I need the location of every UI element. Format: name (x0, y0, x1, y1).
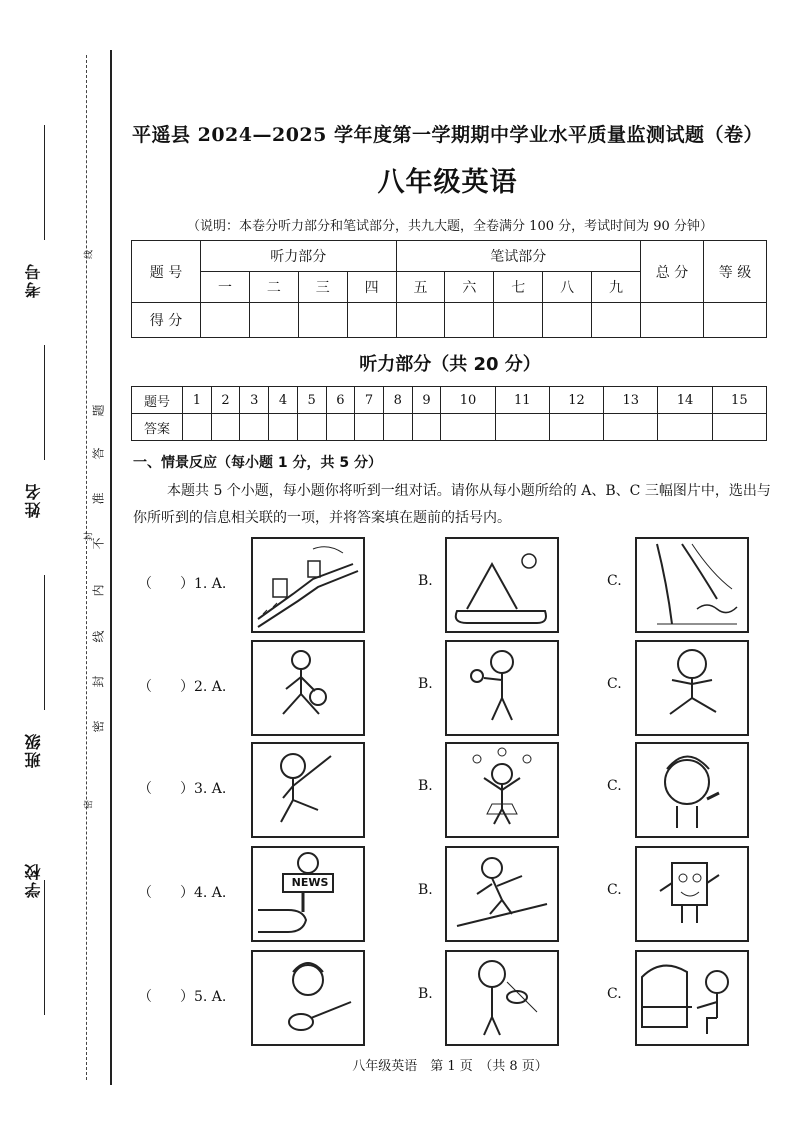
seal-mark-secret: 密 (84, 800, 95, 810)
score-cell[interactable] (298, 303, 347, 338)
score-cell[interactable] (641, 303, 704, 338)
option-c-label: C. (607, 573, 622, 589)
answer-cell[interactable] (297, 414, 326, 441)
question-number-cell: 11 (495, 387, 549, 414)
score-cell[interactable] (592, 303, 641, 338)
page-footer: 八年级英语 第 1 页 （共 8 页） (352, 1059, 548, 1074)
no-answer-char: 不 (91, 537, 106, 550)
seal-dashed-line (86, 55, 87, 1080)
part-header: 一 (201, 272, 250, 303)
no-answer-char: 答 (91, 447, 106, 460)
option-b-label: B. (418, 676, 433, 692)
option-c-label: C. (607, 986, 622, 1002)
question-5-label[interactable]: （ ）5. A. (138, 989, 227, 1005)
no-answer-char: 内 (91, 584, 106, 597)
seal-mark-line: 线 (84, 250, 95, 260)
answer-cell[interactable] (604, 414, 658, 441)
answer-cell[interactable] (658, 414, 712, 441)
running-boy-icon (635, 640, 749, 736)
answer-cell[interactable] (211, 414, 240, 441)
option-c-label: C. (607, 676, 622, 692)
question-3-label[interactable]: （ ）3. A. (138, 781, 227, 797)
name-line (44, 345, 45, 460)
question-number-cell: 5 (297, 387, 326, 414)
class-label: 班级 (24, 732, 43, 768)
score-cell[interactable] (445, 303, 494, 338)
score-cell[interactable] (543, 303, 592, 338)
part-header: 七 (494, 272, 543, 303)
option-b-label: B. (418, 986, 433, 1002)
news-label: NEWS (291, 876, 329, 889)
answer-cell[interactable] (495, 414, 549, 441)
section-1-instruction: 本题共 5 个小题，每小题你将听到一组对话。请你从每小题所给的 A、B、C 三幅图片中，选出与你所听到的信息相关联的一项，并将答案填在题前的括号内。 (133, 483, 771, 526)
answer-cell[interactable] (712, 414, 766, 441)
no-answer-char: 题 (91, 404, 106, 417)
listening-header: 听力部分 (201, 241, 397, 272)
juggling-clown-icon (445, 742, 559, 838)
score-cell[interactable] (494, 303, 543, 338)
guitar-girl-icon (251, 950, 365, 1046)
exam-subtitle: 八年级英语 (377, 167, 518, 198)
part-header: 五 (396, 272, 445, 303)
sponge-cartoon-icon (635, 846, 749, 942)
question-number-cell: 2 (211, 387, 240, 414)
part-header: 三 (298, 272, 347, 303)
question-2-label[interactable]: （ ）2. A. (138, 679, 227, 695)
listening-section-title: 听力部分（共 20 分） (359, 354, 541, 375)
seal-mark-seal: 封 (84, 532, 95, 542)
question-1-label[interactable]: （ ）1. A. (138, 576, 227, 592)
score-cell[interactable] (201, 303, 250, 338)
answer-row-label: 答案 (132, 414, 183, 441)
no-answer-char: 线 (91, 630, 106, 643)
score-table (131, 240, 767, 338)
waterfall-icon (635, 537, 749, 633)
answer-cell[interactable] (383, 414, 412, 441)
news-microphone-icon (251, 846, 365, 942)
answer-cell[interactable] (412, 414, 441, 441)
question-number-cell: 12 (549, 387, 603, 414)
question-number-cell: 4 (269, 387, 298, 414)
answer-cell[interactable] (441, 414, 495, 441)
violinist-icon (445, 950, 559, 1046)
no-answer-char: 封 (91, 675, 106, 688)
answer-cell[interactable] (355, 414, 384, 441)
class-line (44, 575, 45, 710)
section-1-heading: 一、情景反应（每小题 1 分，共 5 分） (133, 455, 382, 471)
answer-cell[interactable] (240, 414, 269, 441)
answer-cell[interactable] (549, 414, 603, 441)
total-header: 总 分 (641, 241, 704, 303)
school-line (44, 880, 45, 1015)
dancing-boy-icon (251, 742, 365, 838)
question-number-cell: 14 (658, 387, 712, 414)
score-cell[interactable] (347, 303, 396, 338)
skier-icon (445, 846, 559, 942)
part-header: 六 (445, 272, 494, 303)
question-number-cell: 13 (604, 387, 658, 414)
score-cell[interactable] (704, 303, 767, 338)
piano-girl-icon (635, 950, 749, 1046)
question-number-cell: 15 (712, 387, 766, 414)
question-4-label[interactable]: （ ）4. A. (138, 885, 227, 901)
no-answer-char: 准 (91, 492, 106, 505)
question-number-cell: 8 (383, 387, 412, 414)
part-header: 九 (592, 272, 641, 303)
listening-answer-table (131, 386, 767, 441)
score-row-label: 得 分 (132, 303, 201, 338)
part-header: 二 (249, 272, 298, 303)
writing-header: 笔试部分 (396, 241, 641, 272)
exam-no-line (44, 125, 45, 240)
option-b-label: B. (418, 882, 433, 898)
question-number-cell: 7 (355, 387, 384, 414)
option-b-label: B. (418, 573, 433, 589)
basketball-boy-icon (251, 640, 365, 736)
question-number-cell: 6 (326, 387, 355, 414)
name-label: 姓名 (24, 482, 43, 518)
answer-cell[interactable] (326, 414, 355, 441)
option-c-label: C. (607, 882, 622, 898)
grade-header: 等 级 (704, 241, 767, 303)
no-answer-char: 密 (91, 720, 106, 733)
great-wall-icon (251, 537, 365, 633)
score-cell[interactable] (396, 303, 445, 338)
singing-girl-icon (635, 742, 749, 838)
question-number-cell: 10 (441, 387, 495, 414)
mountain-icon (445, 537, 559, 633)
answer-cell[interactable] (183, 414, 212, 441)
part-header: 四 (347, 272, 396, 303)
question-number-cell: 1 (183, 387, 212, 414)
score-row-label: 题 号 (132, 241, 201, 303)
answer-row-label: 题号 (132, 387, 183, 414)
exam-note: （说明：本卷分听力部分和笔试部分，共九大题，全卷满分 100 分，考试时间为 90 分钟） (187, 219, 713, 234)
question-number-cell: 3 (240, 387, 269, 414)
option-c-label: C. (607, 778, 622, 794)
binding-line (110, 50, 112, 1085)
ping-pong-girl-icon (445, 640, 559, 736)
part-header: 八 (543, 272, 592, 303)
answer-cell[interactable] (269, 414, 298, 441)
school-label: 学校 (24, 862, 43, 898)
exam-no-label: 考号 (24, 262, 43, 298)
question-number-cell: 9 (412, 387, 441, 414)
score-cell[interactable] (249, 303, 298, 338)
exam-title: 平遥县 2024—2025 学年度第一学期期中学业水平质量监测试题（卷） (132, 124, 763, 146)
option-b-label: B. (418, 778, 433, 794)
